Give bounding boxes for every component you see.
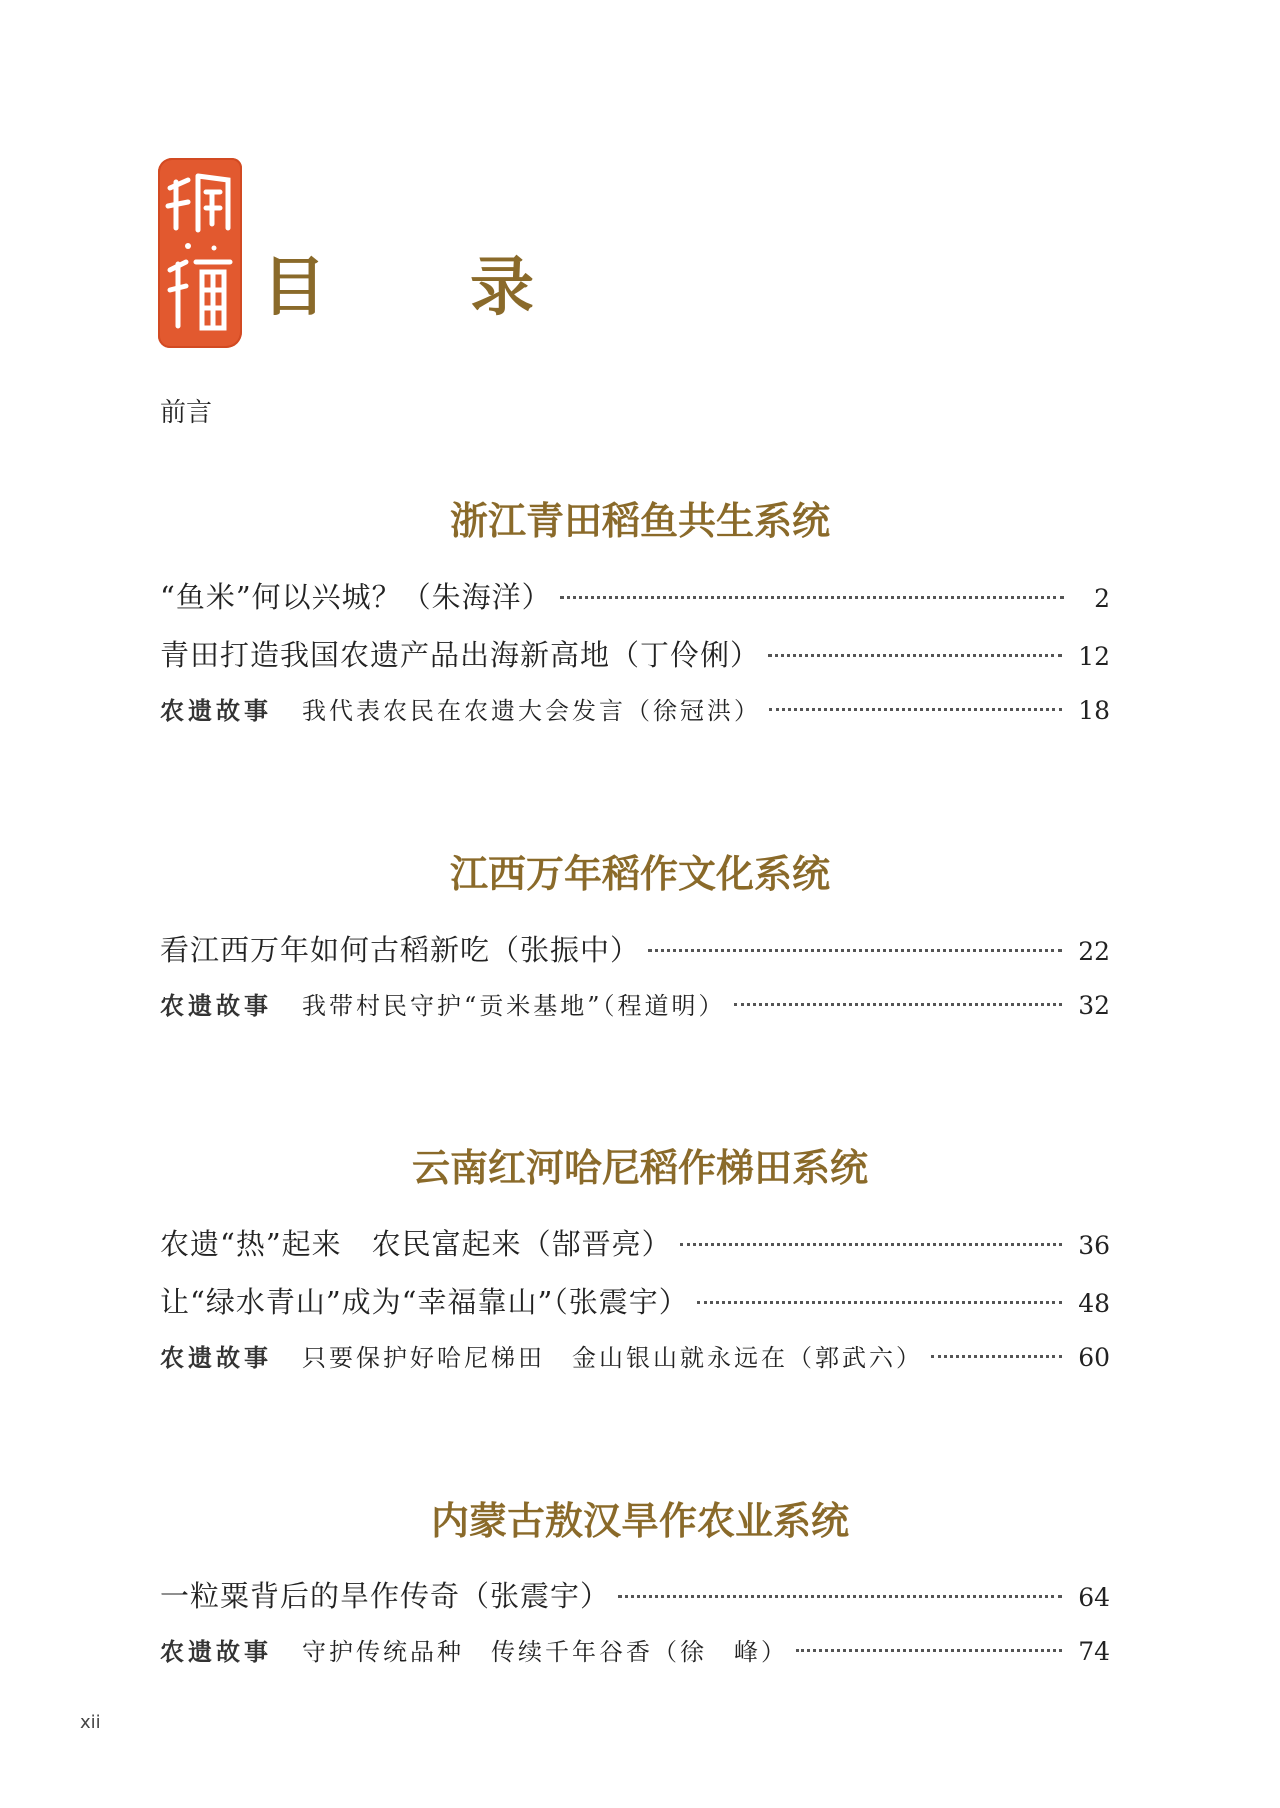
toc-entry-title: 我带村民守护“贡米基地”（程道明） — [302, 992, 726, 1020]
dot-leader — [734, 1003, 1063, 1006]
toc-entry-title: 看江西万年如何古稻新吃（张振中） — [160, 933, 641, 967]
page-title-char-1: 目 — [262, 250, 326, 325]
toc-entry-title: 农遗“热”起来 农民富起来（郜晋亮） — [160, 1227, 672, 1261]
toc-entry-page: 18 — [1078, 696, 1110, 725]
toc-entry-page: 22 — [1078, 937, 1110, 966]
toc-entry-title: 青田打造我国农遗产品出海新高地（丁伶俐） — [160, 638, 761, 672]
toc-entry-page: 36 — [1078, 1231, 1110, 1260]
section-title-2: 江西万年稻作文化系统 — [449, 851, 830, 896]
story-label: 农遗故事 — [160, 696, 272, 725]
toc-entry-story[interactable] — [160, 1632, 1110, 1672]
dot-leader — [648, 949, 1062, 952]
toc-entry[interactable] — [160, 928, 1110, 968]
toc-entry-title: 守护传统品种 传续千年谷香（徐 峰） — [302, 1638, 788, 1666]
dot-leader — [560, 596, 1064, 599]
toc-entry-title: 我代表农民在农遗大会发言（徐冠洪） — [302, 697, 761, 725]
toc-entry-page: 2 — [1094, 584, 1110, 613]
dot-leader — [768, 654, 1062, 657]
section-title-3: 云南红河哈尼稻作梯田系统 — [411, 1145, 868, 1190]
section-title-4: 内蒙古敖汉旱作农业系统 — [430, 1498, 849, 1543]
toc-entry-title: “鱼米”何以兴城？（朱海洋） — [160, 580, 552, 614]
dot-leader — [769, 708, 1062, 711]
toc-entry-page: 32 — [1078, 991, 1110, 1020]
toc-entry-title: 只要保护好哈尼梯田 金山银山就永远在（郭武六） — [302, 1344, 923, 1372]
toc-entry-page: 64 — [1078, 1583, 1110, 1612]
toc-entry-page: 60 — [1078, 1343, 1110, 1372]
toc-entry-page: 12 — [1078, 642, 1110, 671]
dot-leader — [796, 1649, 1062, 1652]
toc-entry-story[interactable] — [160, 1338, 1110, 1378]
dot-leader — [680, 1243, 1063, 1246]
dot-leader — [931, 1355, 1062, 1358]
toc-entry[interactable] — [160, 575, 1110, 615]
toc-entry[interactable] — [160, 1222, 1110, 1262]
toc-entry[interactable] — [160, 1574, 1110, 1614]
story-label: 农遗故事 — [160, 991, 272, 1020]
toc-entry-page: 48 — [1078, 1289, 1110, 1318]
toc-entry-page: 74 — [1078, 1637, 1110, 1666]
dot-leader — [618, 1595, 1062, 1598]
toc-entry-title: 一粒粟背后的旱作传奇（张震宇） — [160, 1579, 611, 1613]
preface-link[interactable]: 前言 — [160, 398, 213, 428]
toc-entry-title: 让“绿水青山”成为“幸福靠山”（张震宇） — [160, 1285, 689, 1319]
page-number: xii — [80, 1712, 101, 1733]
section-title-1: 浙江青田稻鱼共生系统 — [449, 498, 830, 543]
page-title-char-2: 录 — [470, 250, 534, 325]
seal-glyphs — [158, 158, 242, 348]
toc-entry[interactable] — [160, 1280, 1110, 1320]
story-label: 农遗故事 — [160, 1343, 272, 1372]
story-label: 农遗故事 — [160, 1637, 272, 1666]
toc-entry-story[interactable] — [160, 986, 1110, 1026]
toc-entry-story[interactable] — [160, 691, 1110, 731]
seal-logo — [158, 158, 242, 348]
toc-entry[interactable] — [160, 633, 1110, 673]
dot-leader — [697, 1301, 1062, 1304]
